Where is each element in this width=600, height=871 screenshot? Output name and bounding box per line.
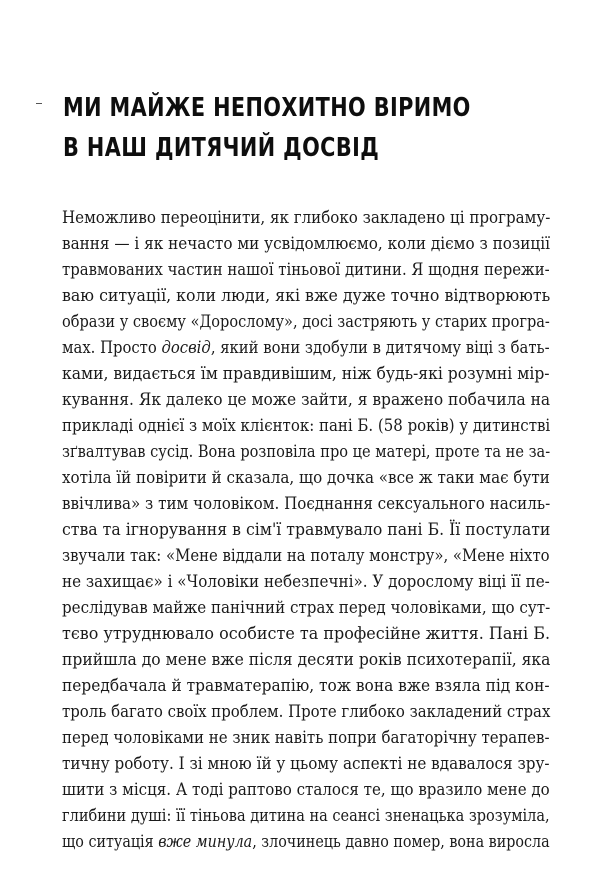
emphasis-text: досвід xyxy=(161,338,211,357)
text-run: образи у своєму «Дорослому», досі застряють у старих програ- xyxy=(62,312,550,331)
text-run: травмованих частин нашої тіньової дитини. Я щодня пережи- xyxy=(62,260,550,279)
body-paragraph xyxy=(62,205,550,855)
text-run: прийшла до мене вже після десяти років психотерапії, яка xyxy=(62,650,551,669)
text-run: вання — і як нечасто ми усвідомлюємо, коли діємо з позиції xyxy=(62,234,550,253)
chapter-heading-line-1: МИ МАЙЖЕ НЕПОХИТНО ВІРИМО xyxy=(63,93,471,123)
text-run: глибини душі: її тіньова дитина на сеансі зненацька зрозуміла, xyxy=(62,806,550,825)
text-line xyxy=(62,205,551,231)
text-line xyxy=(62,491,551,517)
text-run: , який вони здобули в дитячому віці з бать- xyxy=(210,338,550,357)
text-run: зґвалтував сусід. Вона розповіла про це матері, проте та не за- xyxy=(62,442,551,461)
text-line xyxy=(62,803,550,829)
text-line xyxy=(62,309,550,335)
text-line xyxy=(62,777,550,803)
text-line xyxy=(62,517,551,543)
text-run: тичну роботу. І зі мною їй у цьому аспекті не вдавалося зру- xyxy=(62,754,550,773)
text-line xyxy=(62,283,551,309)
text-run: кування. Як далеко це може зайти, я вражено побачила на xyxy=(62,390,551,409)
text-run: тєво утруднювало особисте та професійне життя. Пані Б. xyxy=(62,624,551,643)
text-line xyxy=(62,569,550,595)
text-line xyxy=(62,647,551,673)
text-run: реслідував майже панічний страх перед чоловіками, що сут- xyxy=(62,598,551,617)
chapter-heading-line-2: В НАШ ДИТЯЧИЙ ДОСВІД xyxy=(63,133,380,163)
emphasis-text: вже минула xyxy=(158,832,253,851)
text-run: звучали так: «Мене віддали на поталу монстру», «Мене ніхто xyxy=(62,546,550,565)
text-run: троль багато своїх проблем. Проте глибоко закладений страх xyxy=(62,702,551,721)
margin-mark xyxy=(36,103,42,104)
text-run: не захищає» і «Чоловіки небезпечні». У дорослому віці її пе- xyxy=(62,572,550,591)
text-line xyxy=(62,543,550,569)
text-line xyxy=(62,257,550,283)
text-run: хотіла їй повірити й сказала, що дочка «все ж таки має бути xyxy=(62,468,550,487)
text-line xyxy=(62,829,550,855)
text-line xyxy=(62,231,550,257)
text-line xyxy=(62,361,550,387)
text-line xyxy=(62,387,551,413)
text-run: прикладі однієї з моїх клієнток: пані Б. (58 років) у дитинстві xyxy=(62,416,551,435)
text-line xyxy=(62,699,551,725)
text-run: ства та ігнорування в сім'ї травмувало пані Б. Її постулати xyxy=(62,520,551,539)
text-line xyxy=(62,335,550,361)
text-line xyxy=(62,751,550,777)
text-run: ввічлива» з тим чоловіком. Поєднання сексуального насиль- xyxy=(62,494,551,513)
text-run: перед чоловіками не зник навіть попри багаторічну терапев- xyxy=(62,728,550,747)
text-line xyxy=(62,465,550,491)
chapter-heading xyxy=(63,88,471,168)
text-run: шити з місця. А тоді раптово сталося те, що вразило мене до xyxy=(62,780,550,799)
text-line xyxy=(62,725,550,751)
text-line xyxy=(62,621,551,647)
text-line xyxy=(62,413,551,439)
text-line xyxy=(62,439,551,465)
text-run: що ситуація xyxy=(62,832,159,851)
text-run: ками, видається їм правдивішим, ніж будь-які розумні мір- xyxy=(62,364,550,383)
text-line xyxy=(62,595,551,621)
text-run: ваю ситуації, коли люди, які вже дуже точно відтворюють xyxy=(62,286,551,305)
text-run: мах. Просто xyxy=(62,338,162,357)
text-run: Неможливо переоцінити, як глибоко закладено ці програму- xyxy=(62,208,551,227)
text-run: передбачала й травматерапію, тож вона вже взяла під кон- xyxy=(62,676,550,695)
text-run: , злочинець давно помер, вона виросла xyxy=(252,832,550,851)
text-line xyxy=(62,673,550,699)
